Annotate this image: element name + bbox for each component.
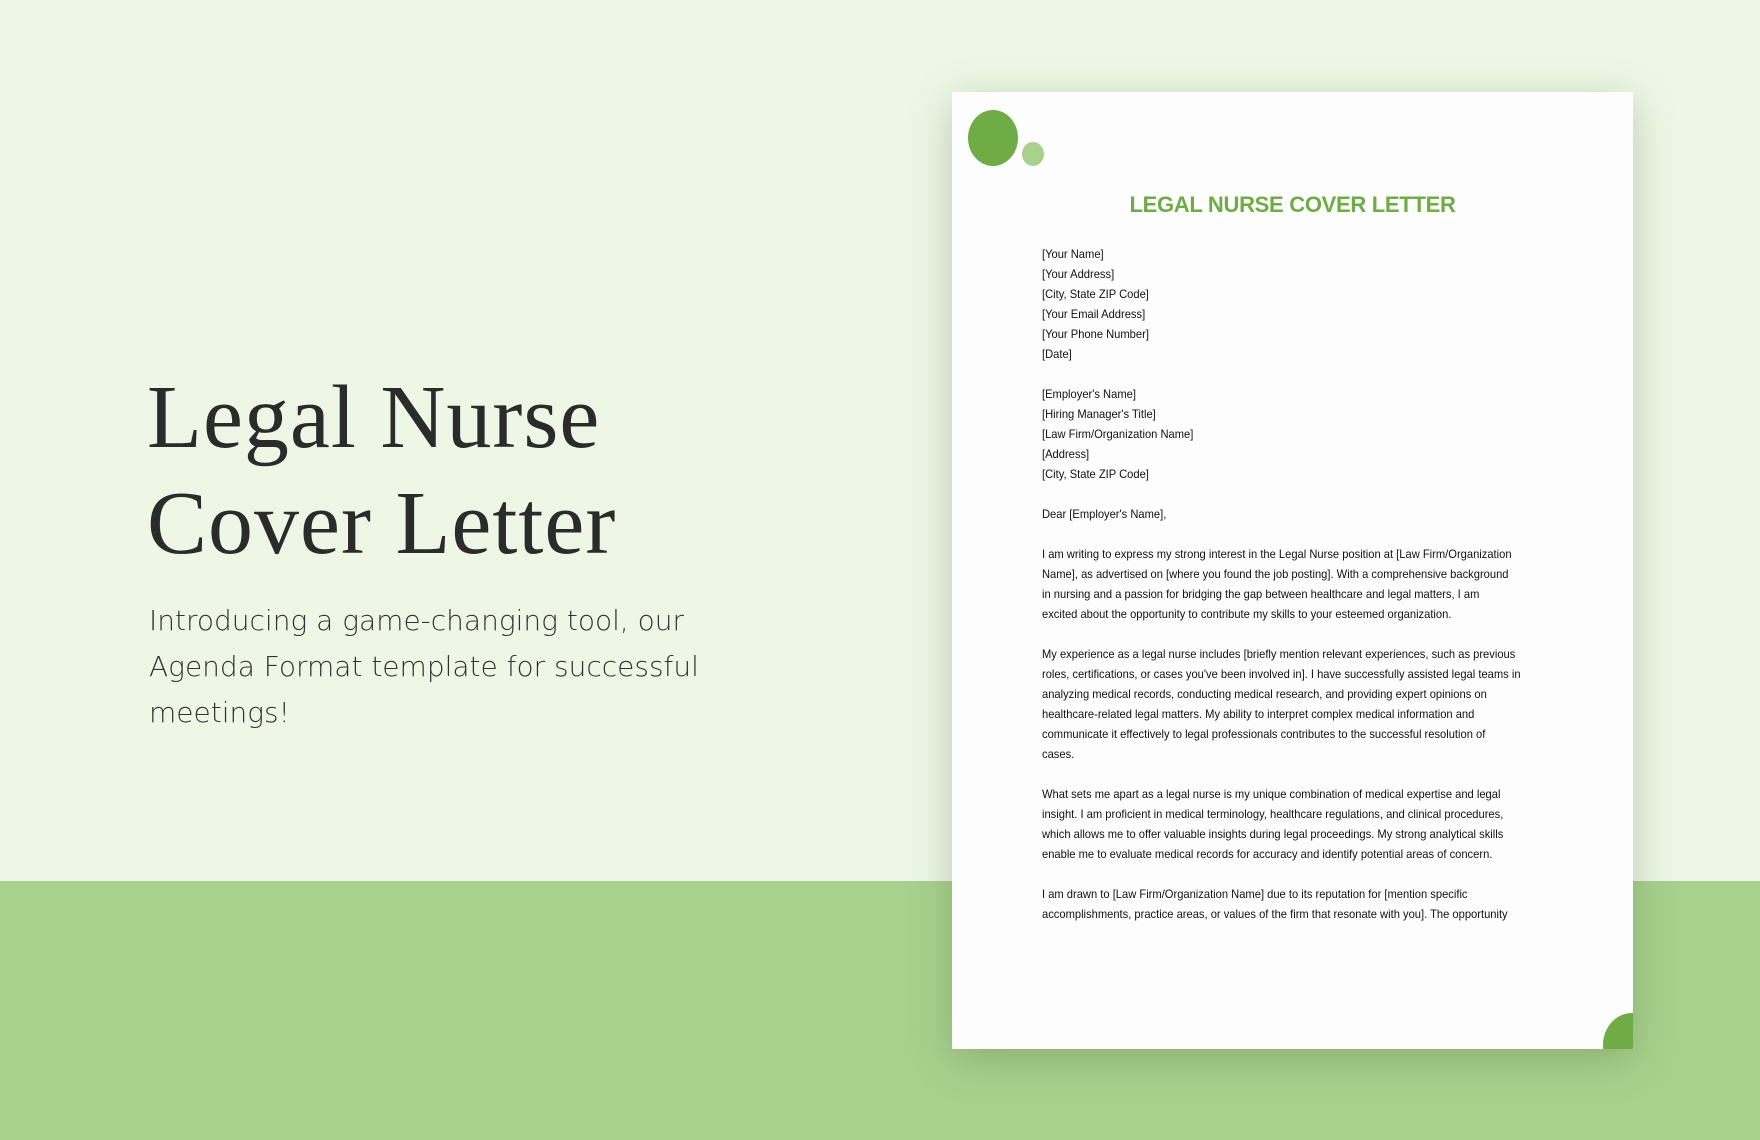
- spacer: [1042, 524, 1557, 544]
- recipient-line: [Address]: [1042, 447, 1090, 461]
- recipient-line: [Hiring Manager's Title]: [1042, 407, 1156, 421]
- decorative-circle-large: [968, 110, 1018, 166]
- sender-line: [Date]: [1042, 347, 1072, 361]
- sender-line: [Your Address]: [1042, 267, 1115, 281]
- hero-title-line: Cover Letter: [147, 474, 617, 573]
- decorative-circle-small: [1022, 142, 1044, 166]
- paragraph-line: roles, certifications, or cases you've been involved in]. I have successfully assisted legal teams in: [1042, 667, 1521, 681]
- hero-title-line: Legal Nurse: [147, 368, 601, 467]
- hero-title: [147, 365, 616, 577]
- sender-line: [Your Phone Number]: [1042, 327, 1149, 341]
- spacer: [1042, 864, 1557, 884]
- paragraph-line: cases.: [1042, 747, 1075, 761]
- spacer: [1042, 764, 1557, 784]
- hero-subtitle: Introducing a game-changing tool, our Agenda Format template for successful meetings!: [149, 604, 699, 729]
- paragraph-line: What sets me apart as a legal nurse is my unique combination of medical expertise and legal: [1042, 787, 1501, 801]
- salutation: Dear [Employer's Name],: [1042, 507, 1167, 521]
- paragraph-line: analyzing medical records, conducting medical research, and providing expert opinions on: [1042, 687, 1487, 701]
- paragraph-line: enable me to evaluate medical records for accuracy and identify potential areas of concern.: [1042, 847, 1493, 861]
- paragraph-line: I am drawn to [Law Firm/Organization Name] due to its reputation for [mention specific: [1042, 887, 1468, 901]
- paragraph-line: which allows me to offer valuable insights during legal proceedings. My strong analytical skills: [1042, 827, 1504, 841]
- paragraph-line: accomplishments, practice areas, or values of the firm that resonate with you]. The opportunity: [1042, 907, 1508, 921]
- paragraph-line: insight. I am proficient in medical terminology, healthcare regulations, and clinical procedures,: [1042, 807, 1504, 821]
- paragraph-line: Name], as advertised on [where you found the job posting]. With a comprehensive background: [1042, 567, 1509, 581]
- paragraph-line: excited about the opportunity to contribute my skills to your esteemed organization.: [1042, 607, 1452, 621]
- recipient-line: [City, State ZIP Code]: [1042, 467, 1149, 481]
- recipient-line: [Employer's Name]: [1042, 387, 1136, 401]
- sender-line: [City, State ZIP Code]: [1042, 287, 1149, 301]
- recipient-line: [Law Firm/Organization Name]: [1042, 427, 1194, 441]
- letter-body: [1042, 244, 1557, 924]
- paragraph-line: My experience as a legal nurse includes [briefly mention relevant experiences, such as previous: [1042, 647, 1516, 661]
- paragraph-line: I am writing to express my strong interest in the Legal Nurse position at [Law Firm/Organization: [1042, 547, 1512, 561]
- spacer: [1042, 364, 1557, 384]
- spacer: [1042, 624, 1557, 644]
- decorative-circle-corner: [1603, 1013, 1633, 1049]
- spacer: [1042, 484, 1557, 504]
- document-title: LEGAL NURSE COVER LETTER: [1129, 192, 1456, 217]
- paragraph-line: healthcare-related legal matters. My ability to interpret complex medical information and: [1042, 707, 1475, 721]
- document-preview: [952, 92, 1633, 1049]
- sender-line: [Your Email Address]: [1042, 307, 1146, 321]
- sender-line: [Your Name]: [1042, 247, 1104, 261]
- paragraph-line: in nursing and a passion for bridging the gap between healthcare and legal matters, I am: [1042, 587, 1480, 601]
- paragraph-line: communicate it effectively to legal professionals contributes to the successful resolution of: [1042, 727, 1486, 741]
